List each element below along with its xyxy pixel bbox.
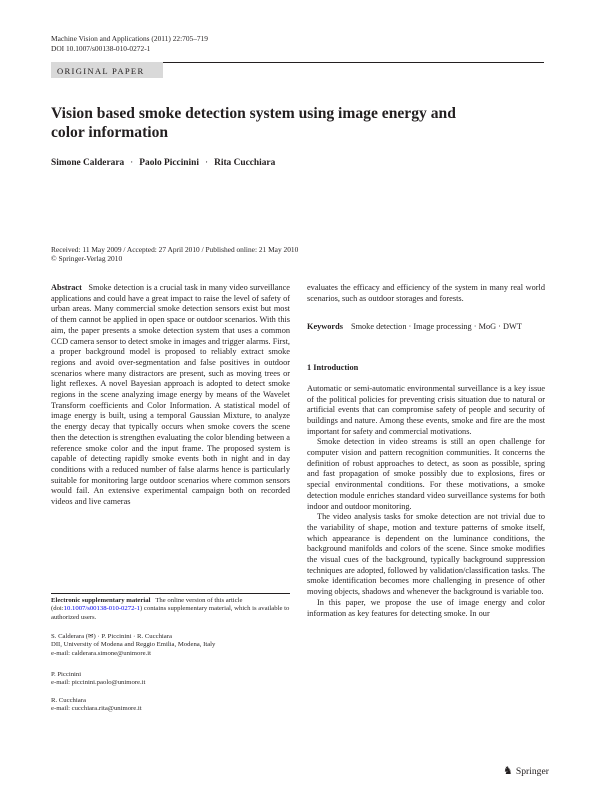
abstract	[51, 283, 290, 508]
abstract-text: Smoke detection is a crucial task in many video surveillance applications and could have a great impact to raise the level of safety of urban areas. Many commercial smoke detection sensors exist but most of them cannot be applied in open space or outdoor scenarios. With this aim, the paper presents a smoke detection system that uses a common CCD camera sensor to detect smoke in images and trigger alarms. First, a proper background model is proposed to reliably extract smoke regions and avoid over-segmentation and false positives in outdoor scenarios where many distractors are present, such as moving trees or light reflexes. A novel Bayesian approach is adopted to detect smoke regions in the scene analyzing image energy by means of the Wavelet Transform coefficients and Color Information. A statistical model of image energy is built, using a temporal Gaussian Mixture, to analyze the energy decay that typically occurs when smoke covers the scene then the detection is strengthen evaluating the color blending between a reference smoke color and the input frame. The proposed system is capable of detecting rapidly smoke events both in night and in day conditions with a reduced number of false alarms hence is particularly suitable for monitoring large outdoor scenarios where common sensors would fail. An extensive experimental campaign both on recorded videos and live cameras	[51, 283, 290, 507]
esm-label: Electronic supplementary material	[51, 597, 151, 604]
doi-link[interactable]: 10.1007/s00138-010-0272-1	[63, 605, 140, 613]
esm-note	[51, 597, 290, 622]
esm-text-end: ) contains supplementary material, which is available to authorized users.	[51, 605, 290, 621]
intro-paragraph: Smoke detection in video streams is still an open challenge for computer vision and pattern recognition communities. It concerns the definition of robust approaches to detect, as soon as possible, spring and fast propagation of smoke possibly due to explosions, fires or special environmental conditions. For these motivations, a smoke detection module enriches standard video surveillance systems for both indoor and outdoor monitoring.	[307, 437, 545, 511]
history-dates: Received: 11 May 2009 / Accepted: 27 April 2010 / Published online: 21 May 2010	[51, 245, 299, 254]
author-separator: ·	[130, 158, 134, 168]
affiliation-email[interactable]: e-mail: piccinini.paolo@unimore.it	[51, 679, 146, 687]
publisher-name: Springer	[515, 766, 549, 777]
affiliation-email[interactable]: e-mail: calderara.simone@unimore.it	[51, 649, 151, 657]
copyright-line: © Springer-Verlag 2010	[51, 254, 123, 264]
publisher-mark	[503, 765, 549, 778]
affiliation-names: P. Piccinini	[51, 671, 82, 678]
author-name: Simone Calderara	[51, 158, 125, 168]
intro-paragraph: The video analysis tasks for smoke detection are not trivial due to the variability of shape, motion and texture patterns of smoke itself, which appearance is dependent on the luminance conditions, the background manifolds and colors of the scene. Since smoke modifies the visual cues of the background, typically background suppression techniques are adopted, followed by validation/classification tasks. The smoke identification becomes more challenging in presence of other moving objects, shadows and whenever the background is variable too.	[307, 512, 545, 597]
abstract-label: Abstract	[51, 283, 82, 292]
affiliation-address: DII, University of Modena and Reggio Emilia, Modena, Italy	[51, 641, 216, 649]
intro-paragraph: Automatic or semi-automatic environmental surveillance is a key issue of the political policies for preventing crisis situation due to natural or artificial events that can compromise safety of people and security of buildings and nature. Among these events, smoke and fire are the most important for safety and commercial motivations.	[307, 383, 545, 436]
doi-line: DOI 10.1007/s00138-010-0272-1	[51, 44, 151, 53]
affiliation-names: S. Calderara (✉) · P. Piccinini · R. Cucchiara	[51, 633, 172, 640]
keywords	[307, 322, 545, 333]
author-list	[51, 157, 275, 169]
affiliation-block	[51, 697, 290, 714]
paper-title: Vision based smoke detection system using image energy and color information	[51, 105, 456, 141]
right-column	[307, 283, 545, 619]
footnote-rule	[51, 593, 290, 594]
esm-text: The online version of this article (doi:	[51, 597, 243, 613]
affiliation-email[interactable]: e-mail: cucchiara.rita@unimore.it	[51, 705, 142, 713]
article-type-label: ORIGINAL PAPER	[57, 66, 145, 76]
author-name: Rita Cucchiara	[214, 158, 276, 168]
affiliation-names: R. Cucchiara	[51, 697, 86, 704]
journal-citation: Machine Vision and Applications (2011) 22:705–719	[51, 34, 208, 43]
intro-paragraph: In this paper, we propose the use of image energy and color information as key features for detecting smoke. In our	[307, 597, 545, 618]
author-name: Paolo Piccinini	[139, 158, 199, 168]
author-separator: ·	[204, 158, 209, 168]
keywords-text: Smoke detection · Image processing · MoG · DWT	[350, 322, 522, 332]
springer-horse-icon: ♞	[503, 764, 513, 777]
abstract-continuation: evaluates the efficacy and efficiency of the system in many real world scenarios, such as outdoor storages and forests.	[307, 283, 545, 303]
section-heading: 1 Introduction	[307, 363, 359, 373]
keywords-label: Keywords	[307, 322, 343, 332]
affiliation-block	[51, 633, 290, 658]
publication-history	[51, 245, 298, 264]
affiliation-block	[51, 671, 290, 688]
